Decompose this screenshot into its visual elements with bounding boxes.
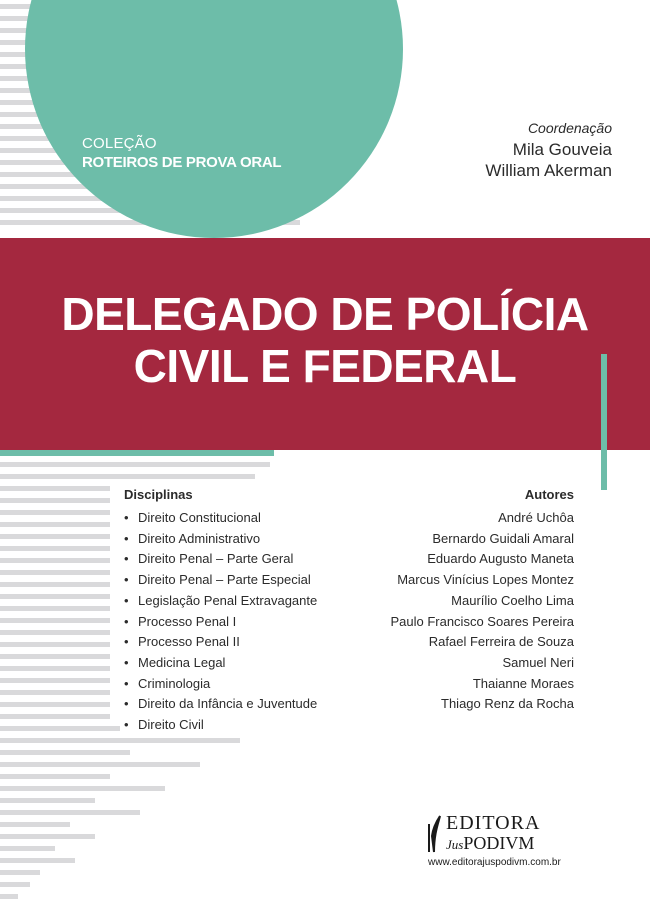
- discipline-item: [124, 508, 317, 529]
- bullet: •: [124, 696, 129, 712]
- publisher-brand: [446, 833, 534, 854]
- disciplines-heading: Disciplinas: [124, 487, 193, 502]
- stripe: [0, 870, 40, 875]
- stripe: [0, 462, 270, 467]
- bullet: •: [124, 592, 129, 608]
- discipline-label: Medicina Legal: [138, 654, 226, 670]
- disciplines-list: [124, 486, 317, 736]
- collection-name: ROTEIROS DE PROVA ORAL: [82, 154, 282, 171]
- authors-list: [390, 486, 574, 715]
- stripe: [0, 678, 110, 683]
- stripe: [0, 486, 110, 491]
- discipline-label: Direito Civil: [138, 717, 204, 733]
- quill-icon: [426, 814, 442, 854]
- stripe: [0, 822, 70, 827]
- book-title: [0, 288, 650, 392]
- discipline-item: [124, 570, 317, 591]
- publisher-brand-podivm: PODIVM: [463, 833, 535, 853]
- author-name: Paulo Francisco Soares Pereira: [390, 613, 574, 629]
- stripe: [0, 786, 165, 791]
- stripe: [0, 558, 110, 563]
- collection-label: COLEÇÃO: [82, 135, 157, 152]
- author-name: Thaianne Moraes: [472, 675, 574, 691]
- stripe: [0, 666, 110, 671]
- discipline-label: Direito da Infância e Juventude: [138, 696, 318, 712]
- teal-accent-line: [0, 450, 274, 456]
- discipline-item: [124, 529, 317, 550]
- stripe: [0, 750, 130, 755]
- stripe: [0, 774, 110, 779]
- stripe: [0, 882, 30, 887]
- collection-block: [82, 134, 281, 172]
- author-name: André Uchôa: [498, 510, 574, 525]
- stripe: [0, 798, 95, 803]
- stripe: [0, 618, 110, 623]
- author-name: Bernardo Guidali Amaral: [432, 530, 574, 546]
- bullet: •: [124, 634, 129, 650]
- stripe: [0, 846, 55, 851]
- bullet: •: [124, 654, 129, 670]
- discipline-label: Direito Administrativo: [138, 530, 261, 546]
- stripe: [0, 834, 95, 839]
- discipline-label: Processo Penal I: [138, 613, 237, 629]
- stripe: [0, 534, 110, 539]
- stripe: [0, 810, 140, 815]
- discipline-item: [124, 612, 317, 633]
- stripe: [0, 582, 110, 587]
- author-name: Rafael Ferreira de Souza: [428, 634, 574, 650]
- discipline-label: Legislação Penal Extravagante: [138, 592, 318, 608]
- bullet: •: [124, 530, 129, 546]
- stripe: [0, 522, 110, 527]
- stripe: [0, 654, 110, 659]
- stripe: [0, 498, 110, 503]
- discipline-item: [124, 549, 317, 570]
- publisher-brand-jus: Jus: [446, 837, 464, 852]
- discipline-item: [124, 653, 317, 674]
- coordination-block: [485, 118, 612, 181]
- stripe: [0, 642, 110, 647]
- discipline-label: Processo Penal II: [138, 634, 240, 650]
- stripe: [0, 738, 240, 743]
- stripe: [0, 726, 120, 731]
- stripe: [0, 690, 110, 695]
- bullet: •: [124, 717, 129, 733]
- author-name: Marcus Vinícius Lopes Montez: [397, 572, 574, 588]
- stripe: [0, 606, 110, 611]
- stripe: [0, 894, 18, 899]
- discipline-item: [124, 674, 317, 695]
- stripe: [0, 510, 110, 515]
- coordinator-name: William Akerman: [485, 161, 612, 180]
- stripe: [0, 702, 110, 707]
- discipline-label: Direito Constitucional: [138, 510, 261, 525]
- stripe: [0, 570, 110, 575]
- publisher-name: EDITORA: [446, 812, 541, 834]
- bullet: •: [124, 510, 129, 525]
- stripe: [0, 546, 110, 551]
- bullet: •: [124, 675, 129, 691]
- publisher-logo: [424, 812, 594, 878]
- publisher-url: www.editorajuspodivm.com.br: [428, 857, 561, 868]
- stripe: [0, 858, 75, 863]
- discipline-label: Direito Penal – Parte Geral: [138, 551, 294, 567]
- discipline-item: [124, 591, 317, 612]
- book-title-line: CIVIL E FEDERAL: [133, 340, 517, 392]
- discipline-item: [124, 715, 317, 736]
- coordination-label: Coordenação: [527, 120, 612, 136]
- stripe: [0, 594, 110, 599]
- discipline-label: Criminologia: [138, 675, 211, 691]
- stripe: [0, 714, 110, 719]
- author-name: Thiago Renz da Rocha: [441, 696, 574, 712]
- bullet: •: [124, 572, 129, 588]
- discipline-label: Direito Penal – Parte Especial: [138, 572, 311, 588]
- author-name: Eduardo Augusto Maneta: [427, 551, 574, 567]
- discipline-item: [124, 694, 317, 715]
- teal-accent-vertical-bar: [601, 354, 607, 490]
- stripe: [0, 630, 110, 635]
- book-title-line: DELEGADO DE POLÍCIA: [61, 288, 589, 340]
- discipline-item: [124, 632, 317, 653]
- bullet: •: [124, 613, 129, 629]
- stripe: [0, 474, 255, 479]
- stripe: [0, 762, 200, 767]
- author-name: Maurílio Coelho Lima: [451, 592, 574, 608]
- coordinator-name: Mila Gouveia: [512, 140, 612, 159]
- author-name: Samuel Neri: [502, 654, 574, 670]
- authors-heading: Autores: [524, 487, 574, 502]
- bullet: •: [124, 551, 129, 567]
